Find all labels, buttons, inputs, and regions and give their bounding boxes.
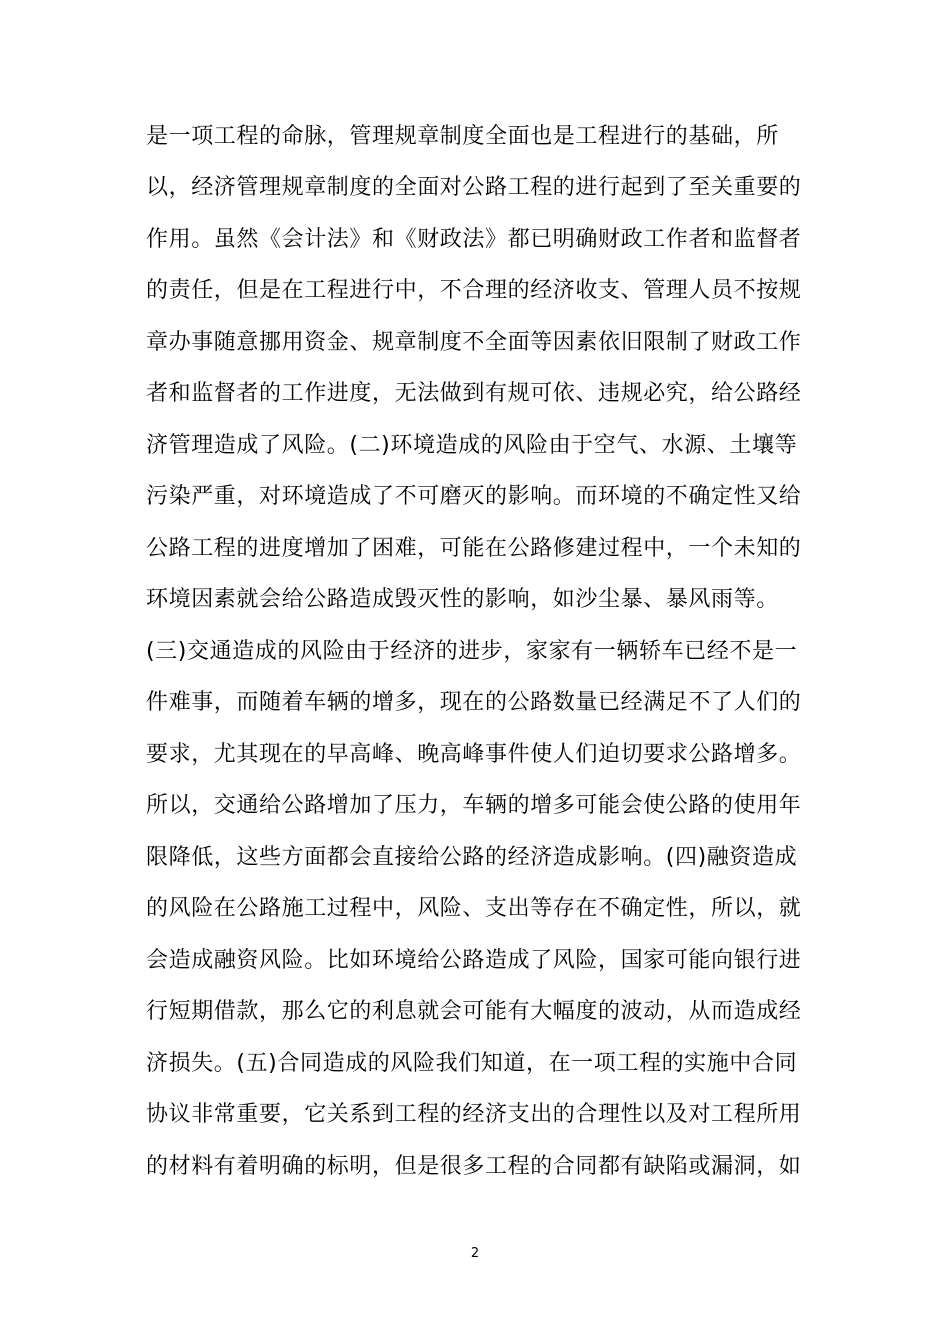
text-line: 的材料有着明确的标明，但是很多工程的合同都有缺陷或漏洞，如 bbox=[146, 1154, 802, 1179]
text-line: 污染严重，对环境造成了不可磨灭的影响。而环境的不确定性又给 bbox=[146, 484, 802, 509]
text-line: 是一项工程的命脉，管理规章制度全面也是工程进行的基础，所 bbox=[146, 124, 779, 149]
text-line: 环境因素就会给公路造成毁灭性的影响，如沙尘暴、暴风雨等。 bbox=[146, 587, 779, 612]
text-line: 件难事，而随着车辆的增多，现在的公路数量已经满足不了人们的 bbox=[146, 690, 802, 715]
text-line: 限降低，这些方面都会直接给公路的经济造成影响。(四)融资造成 bbox=[146, 845, 798, 870]
text-line: 协议非常重要，它关系到工程的经济支出的合理性以及对工程所用 bbox=[146, 1102, 802, 1127]
text-line: 行短期借款，那么它的利息就会可能有大幅度的波动，从而造成经 bbox=[146, 999, 802, 1024]
page-number: 2 bbox=[470, 1246, 480, 1261]
text-line: 的责任，但是在工程进行中，不合理的经济收支、管理人员不按规 bbox=[146, 278, 802, 303]
text-line: 者和监督者的工作进度，无法做到有规可依、违规必究，给公路经 bbox=[146, 381, 802, 406]
text-line: 公路工程的进度增加了困难，可能在公路修建过程中，一个未知的 bbox=[146, 536, 802, 561]
text-line: 济损失。(五)合同造成的风险我们知道，在一项工程的实施中合同 bbox=[146, 1051, 798, 1076]
text-line: (三)交通造成的风险由于经济的进步，家家有一辆轿车已经不是一 bbox=[146, 639, 798, 664]
text-line: 济管理造成了风险。(二)环境造成的风险由于空气、水源、土壤等 bbox=[146, 433, 798, 458]
text-line: 要求，尤其现在的早高峰、晚高峰事件使人们迫切要求公路增多。 bbox=[146, 742, 802, 767]
text-line: 以，经济管理规章制度的全面对公路工程的进行起到了至关重要的 bbox=[146, 175, 802, 200]
text-line: 所以，交通给公路增加了压力，车辆的增多可能会使公路的使用年 bbox=[146, 793, 802, 818]
text-line: 会造成融资风险。比如环境给公路造成了风险，国家可能向银行进 bbox=[146, 948, 802, 973]
text-line: 作用。虽然《会计法》和《财政法》都已明确财政工作者和监督者 bbox=[146, 227, 802, 252]
text-line: 章办事随意挪用资金、规章制度不全面等因素依旧限制了财政工作 bbox=[146, 330, 802, 355]
text-line: 的风险在公路施工过程中，风险、支出等存在不确定性，所以，就 bbox=[146, 896, 802, 921]
